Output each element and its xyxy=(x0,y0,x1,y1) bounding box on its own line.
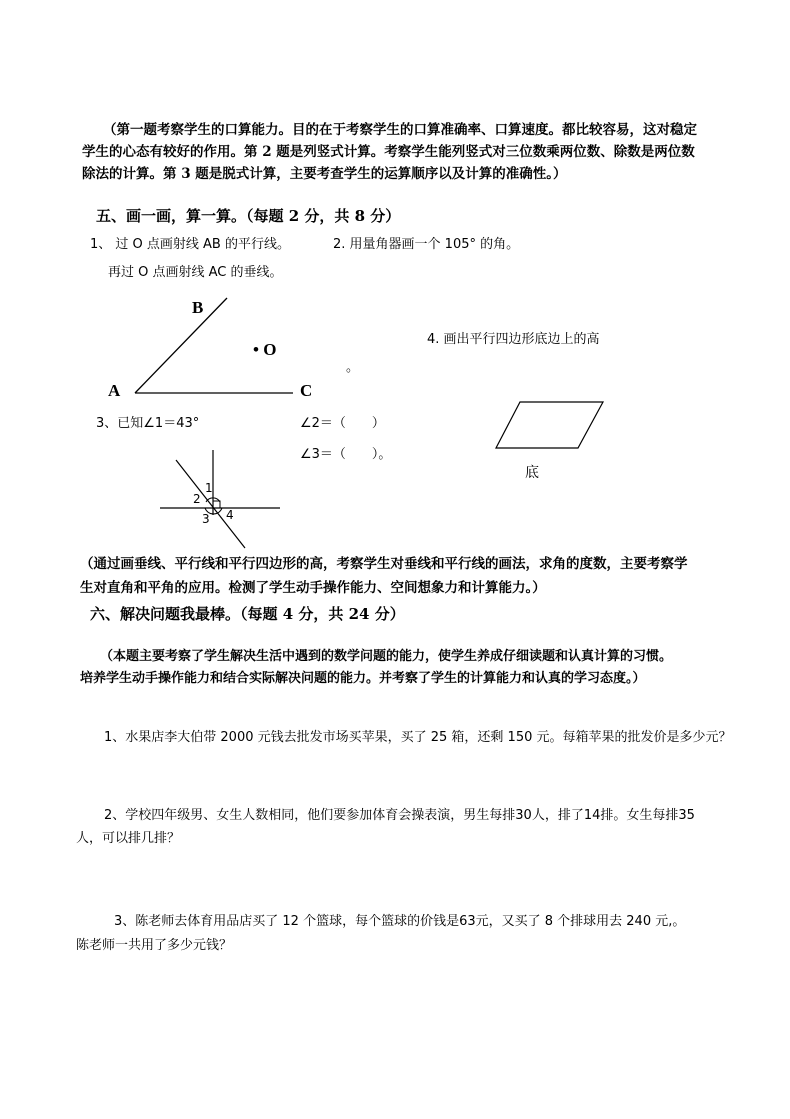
angle-label-4: 4 xyxy=(226,508,234,522)
base-label: 底 xyxy=(525,465,539,481)
q1-line2: 再过 O 点画射线 AC 的垂线。 xyxy=(108,265,283,280)
label-C: C xyxy=(300,381,313,400)
section5-title: 五、画一画，算一算。（每题 2 分，共 8 分） xyxy=(96,207,401,225)
ray-AB xyxy=(135,298,227,393)
problem-2-line1: 2、学校四年级男、女生人数相同，他们要参加体育会操表演，男生每排30人，排了14排。女生每排35 xyxy=(104,808,695,823)
slanted-line xyxy=(176,460,245,548)
q3-angle2: ∠2＝（ ） xyxy=(300,416,385,431)
label-B: B xyxy=(192,298,204,317)
right-angle-mark xyxy=(213,501,220,508)
q3-text: 3、已知∠1＝43° xyxy=(96,416,200,431)
note1-line2: 学生的心态有较好的作用。第 2 题是列竖式计算。考察学生能列竖式对三位数乘两位数、除数是两位数 xyxy=(82,144,695,160)
angle-label-2: 2 xyxy=(193,492,201,506)
problem-1: 1、水果店李大伯带 2000 元钱去批发市场买苹果，买了 25 箱，还剩 150 元。每箱苹果的批发价是多少元？ xyxy=(104,730,732,745)
section6-note-line2: 培养学生动手操作能力和结合实际解决问题的能力。并考察了学生的计算能力和认真的学习态度。） xyxy=(80,671,646,686)
q4-text: 4. 画出平行四边形底边上的高 xyxy=(427,332,600,347)
angle-label-1: 1 xyxy=(205,481,213,495)
note2-line2: 生对直角和平角的应用。检测了学生动手操作能力、空间想象力和计算能力。） xyxy=(80,580,546,596)
problem-3-line2: 陈老师一共用了多少元钱？ xyxy=(76,938,233,953)
dot-mark: 。 xyxy=(346,360,360,375)
problem-3-line1: 3、陈老师去体育用品店买了 12 个篮球，每个篮球的价钱是63元，又买了 8 个排球用去 240 元,。 xyxy=(114,914,686,929)
label-O: • O xyxy=(253,340,277,359)
section6-title: 六、解决问题我最棒。（每题 4 分，共 24 分） xyxy=(90,605,405,623)
q1-line1: 1、 过 O 点画射线 AB 的平行线。 xyxy=(90,237,290,252)
label-A: A xyxy=(108,381,121,400)
section6-note-line1: （本题主要考察了学生解决生活中遇到的数学问题的能力，使学生养成仔细读题和认真计算的习惯。 xyxy=(100,649,673,664)
parallelogram xyxy=(496,402,603,448)
note2-line1: （通过画垂线、平行线和平行四边形的高，考察学生对垂线和平行线的画法，求角的度数，主要考察学 xyxy=(80,556,688,572)
q3-angle3: ∠3＝（ ）。 xyxy=(300,447,392,462)
note1-line3: 除法的计算。第 3 题是脱式计算，主要考查学生的运算顺序以及计算的准确性。） xyxy=(82,166,567,182)
note1-line1: （第一题考察学生的口算能力。目的在于考察学生的口算准确率、口算速度。都比较容易，这对稳定 xyxy=(103,122,697,138)
angle-label-3: 3 xyxy=(202,512,210,526)
q2-text: 2. 用量角器画一个 105° 的角。 xyxy=(333,237,520,252)
problem-2-line2: 人，可以排几排？ xyxy=(76,831,181,846)
